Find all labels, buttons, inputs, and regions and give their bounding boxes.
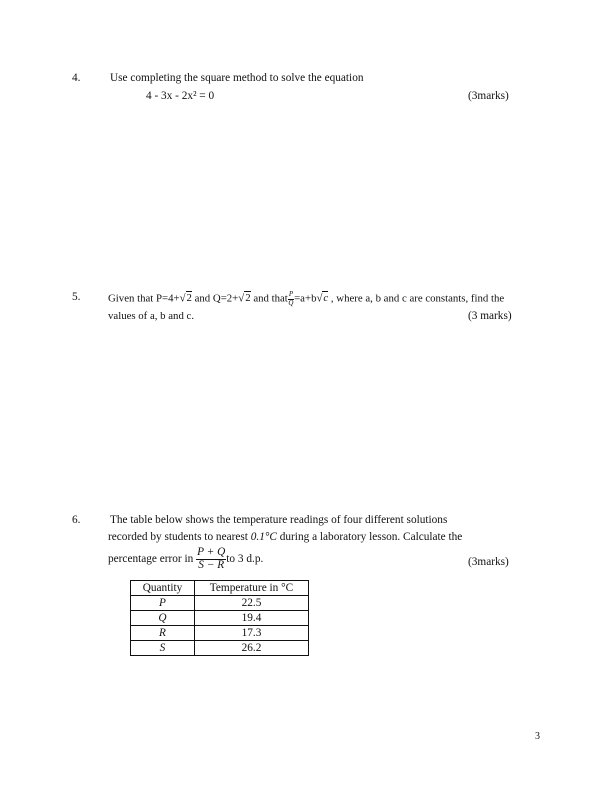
header-cell: Quantity (131, 581, 195, 596)
cell: Q (131, 611, 195, 626)
table-header (131, 581, 309, 596)
numerator: P (288, 290, 294, 298)
equation: 4 - 3x - 2x² = 0 (146, 90, 215, 102)
text: to 3 d.p. (226, 552, 264, 565)
cell: 17.3 (195, 626, 309, 641)
cell: 19.4 (195, 611, 309, 626)
cell: 22.5 (195, 596, 309, 611)
question-text: values of a, b and c. (108, 310, 195, 322)
text: during a laboratory lesson. Calculate the (276, 531, 463, 543)
page-number: 3 (535, 731, 540, 742)
sqrt-value: c (323, 292, 329, 305)
text: =a+b (294, 292, 317, 305)
temperature-table (130, 580, 309, 656)
table-row (131, 611, 309, 626)
text: recorded by students to nearest (108, 531, 251, 543)
numerator: P + Q (196, 547, 226, 560)
cell: P (131, 596, 195, 611)
question-text: Given that P=4+√2 and Q=2+√2 and that $\frac{P}{Q}$ =a+b√c , where a, b and c are constants, find the (108, 290, 505, 307)
cell: 26.2 (195, 641, 309, 656)
fraction (196, 547, 226, 572)
cell: R (131, 626, 195, 641)
denominator: S − R (198, 559, 225, 572)
text: , where a, b and c are constants, find the (328, 292, 505, 305)
table-row (131, 596, 309, 611)
text: and Q=2+ (191, 292, 239, 305)
question-number: 6. (72, 514, 81, 526)
unit: 0.1°C (250, 531, 277, 543)
question-text (108, 531, 462, 543)
question-text: Use completing the square method to solve the equation (110, 72, 364, 84)
question-text: The table below shows the temperature readings of four different solutions (110, 514, 448, 526)
text: Given that P=4+ (108, 292, 180, 305)
question-number: 4. (72, 72, 81, 84)
table-row (131, 641, 309, 656)
denominator: Q (288, 299, 294, 307)
text: percentage error in (108, 552, 197, 565)
question-text (108, 547, 263, 572)
marks: (3 marks) (468, 310, 512, 322)
cell: S (131, 641, 195, 656)
sqrt-value: 2 (186, 292, 192, 305)
text: and that (250, 292, 288, 305)
header-cell: Temperature in °C (195, 581, 309, 596)
marks: (3marks) (468, 556, 509, 568)
marks: (3marks) (468, 90, 509, 102)
sqrt-value: 2 (245, 292, 251, 305)
table-row (131, 626, 309, 641)
question-number: 5. (72, 291, 81, 303)
